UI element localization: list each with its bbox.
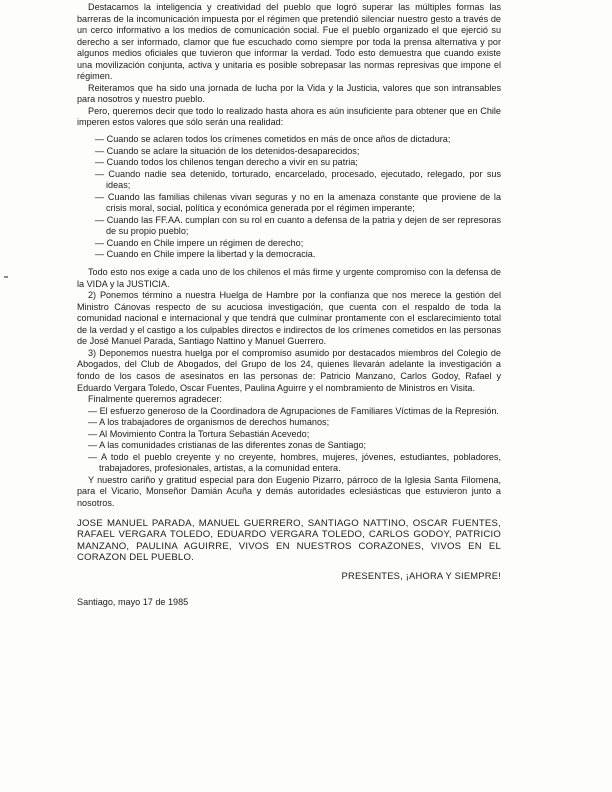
margin-mark <box>4 276 8 278</box>
date-line: Santiago, mayo 17 de 1985 <box>77 597 189 608</box>
demand-item: — Cuando nadie sea detenido, torturado, encarcelado, procesado, ejecutado, relegado, por sus ideas; <box>95 168 501 191</box>
paragraph-agradecer: Finalmente queremos agradecer: <box>88 394 222 405</box>
paragraph-reiteramos: Reiteramos que ha sido una jornada de lucha por la Vida y la Justicia, valores que son intransables para nosotros y nuestro pueblo. <box>77 82 501 105</box>
paragraph-point-3: 3) Deponemos nuestra huelga por el compromiso asumido por destacados miembros del Colegio de Abogados, del Club de Abogados, del Grupo de los 24, quienes llevarán adelante la investigación a fondo de los casos de asesinatos en las personas de: Patricio Manzano, Carlos Godoy, Rafael y Eduardo Vergara Toledo, Oscar Fuentes, Paulina Aguirre y el nombramiento de Ministros en Visita. <box>77 347 501 393</box>
demand-item: — Cuando en Chile impere un régimen de derecho; <box>95 237 304 248</box>
paragraph-gratitud: Y nuestro cariño y gratitud especial para don Eugenio Pizarro, párroco de la Iglesia Santa Filomena, para el Vicario, Monseñor Damián Acuña y demás autoridades eclesiásticas que estuvieron junto a nosotros. <box>77 474 501 508</box>
demand-item: — Cuando se aclare la situación de los detenidos-desaparecidos; <box>95 145 360 156</box>
paragraph-intelligence: Destacamos la inteligencia y creatividad del pueblo que logró superar las múltiples formas las barreras de la incomunicación impuesta por el régimen que pretendió silenciar nuestro gesto a través de un cerco informativo a los medios de comunicación social. Fue el pueblo organizado el que ejerció su derecho a ser informado, clamor que fue escuchado como siempre por toda la prensa alternativa y por algunos medios oficiales que tuvieron que informar la verdad. Todo esto demuestra que cuando existe una movilización conjunta, activa y unitaria es posible sobrepasar las normas represivas que impone el régimen. <box>77 2 501 82</box>
thanks-item: — Al Movimiento Contra la Tortura Sebastián Acevedo; <box>88 428 310 439</box>
paragraph-compromiso: Todo esto nos exige a cada uno de los chilenos el más firme y urgente compromiso con la defensa de la VIDA y la JUSTICIA. <box>77 267 501 289</box>
demand-item: — Cuando las familias chilenas vivan seguras y no en la amenaza constante que proviene de la crisis moral, social, política y económica generada por el régimen imperante; <box>95 191 501 214</box>
demand-item: — Cuando en Chile impere la libertad y la democracia. <box>95 249 316 260</box>
demand-item: — Cuando se aclaren todos los crímenes cometidos en más de once años de dictadura; <box>95 134 451 145</box>
closing-slogan: PRESENTES, ¡AHORA Y SIEMPRE! <box>341 569 501 581</box>
thanks-list <box>77 406 501 475</box>
paragraph-point-2: 2) Ponemos término a nuestra Huelga de Hambre por la confianza que nos merece la gestión del Ministro Cánovas respecto de su acuciosa investigación, que cuenta con el respaldo de toda la comunidad nacional e internacional y que tendrá que culminar prontamente con el esclarecimiento total de la verdad y el castigo a los culpables directos e indirectos de los crímenes cometidos en las personas de José Manuel Parada, Santiago Nattino y Manuel Guerrero. <box>77 290 501 347</box>
thanks-item: — A los trabajadores de organismos de derechos humanos; <box>88 417 330 428</box>
thanks-item: — El esfuerzo generoso de la Coordinadora de Agrupaciones de Familiares Víctimas de la Represión. <box>88 405 499 416</box>
document-body <box>77 2 501 609</box>
names-tribute: JOSE MANUEL PARADA, MANUEL GUERRERO, SANTIAGO NATTINO, OSCAR FUENTES, RAFAEL VERGARA TOLEDO, EDUARDO VERGARA TOLEDO, CARLOS GODOY, PATRICIO MANZANO, PAULINA AGUIRRE, VIVOS EN NUESTROS CORAZONES, VIVOS EN EL CORAZON DEL PUEBLO. <box>77 517 501 564</box>
demands-list <box>95 134 501 261</box>
demand-item: — Cuando todos los chilenos tengan derecho a vivir en su patria; <box>95 157 358 168</box>
paragraph-pero: Pero, queremos decir que todo lo realizado hasta ahora es aún insuficiente para obtener que en Chile imperen estos valores que sólo serán una realidad: <box>77 105 501 128</box>
thanks-item: — A todo el pueblo creyente y no creyente, hombres, mujeres, jóvenes, estudiantes, pobladores, trabajadores, profesionales, artistas, a la comunidad entera. <box>88 451 501 474</box>
demand-item: — Cuando las FF.AA. cumplan con su rol en cuanto a defensa de la patria y dejen de ser represoras de su propio pueblo; <box>95 214 501 237</box>
thanks-item: — A las comunidades cristianas de las diferentes zonas de Santiago; <box>88 440 367 451</box>
